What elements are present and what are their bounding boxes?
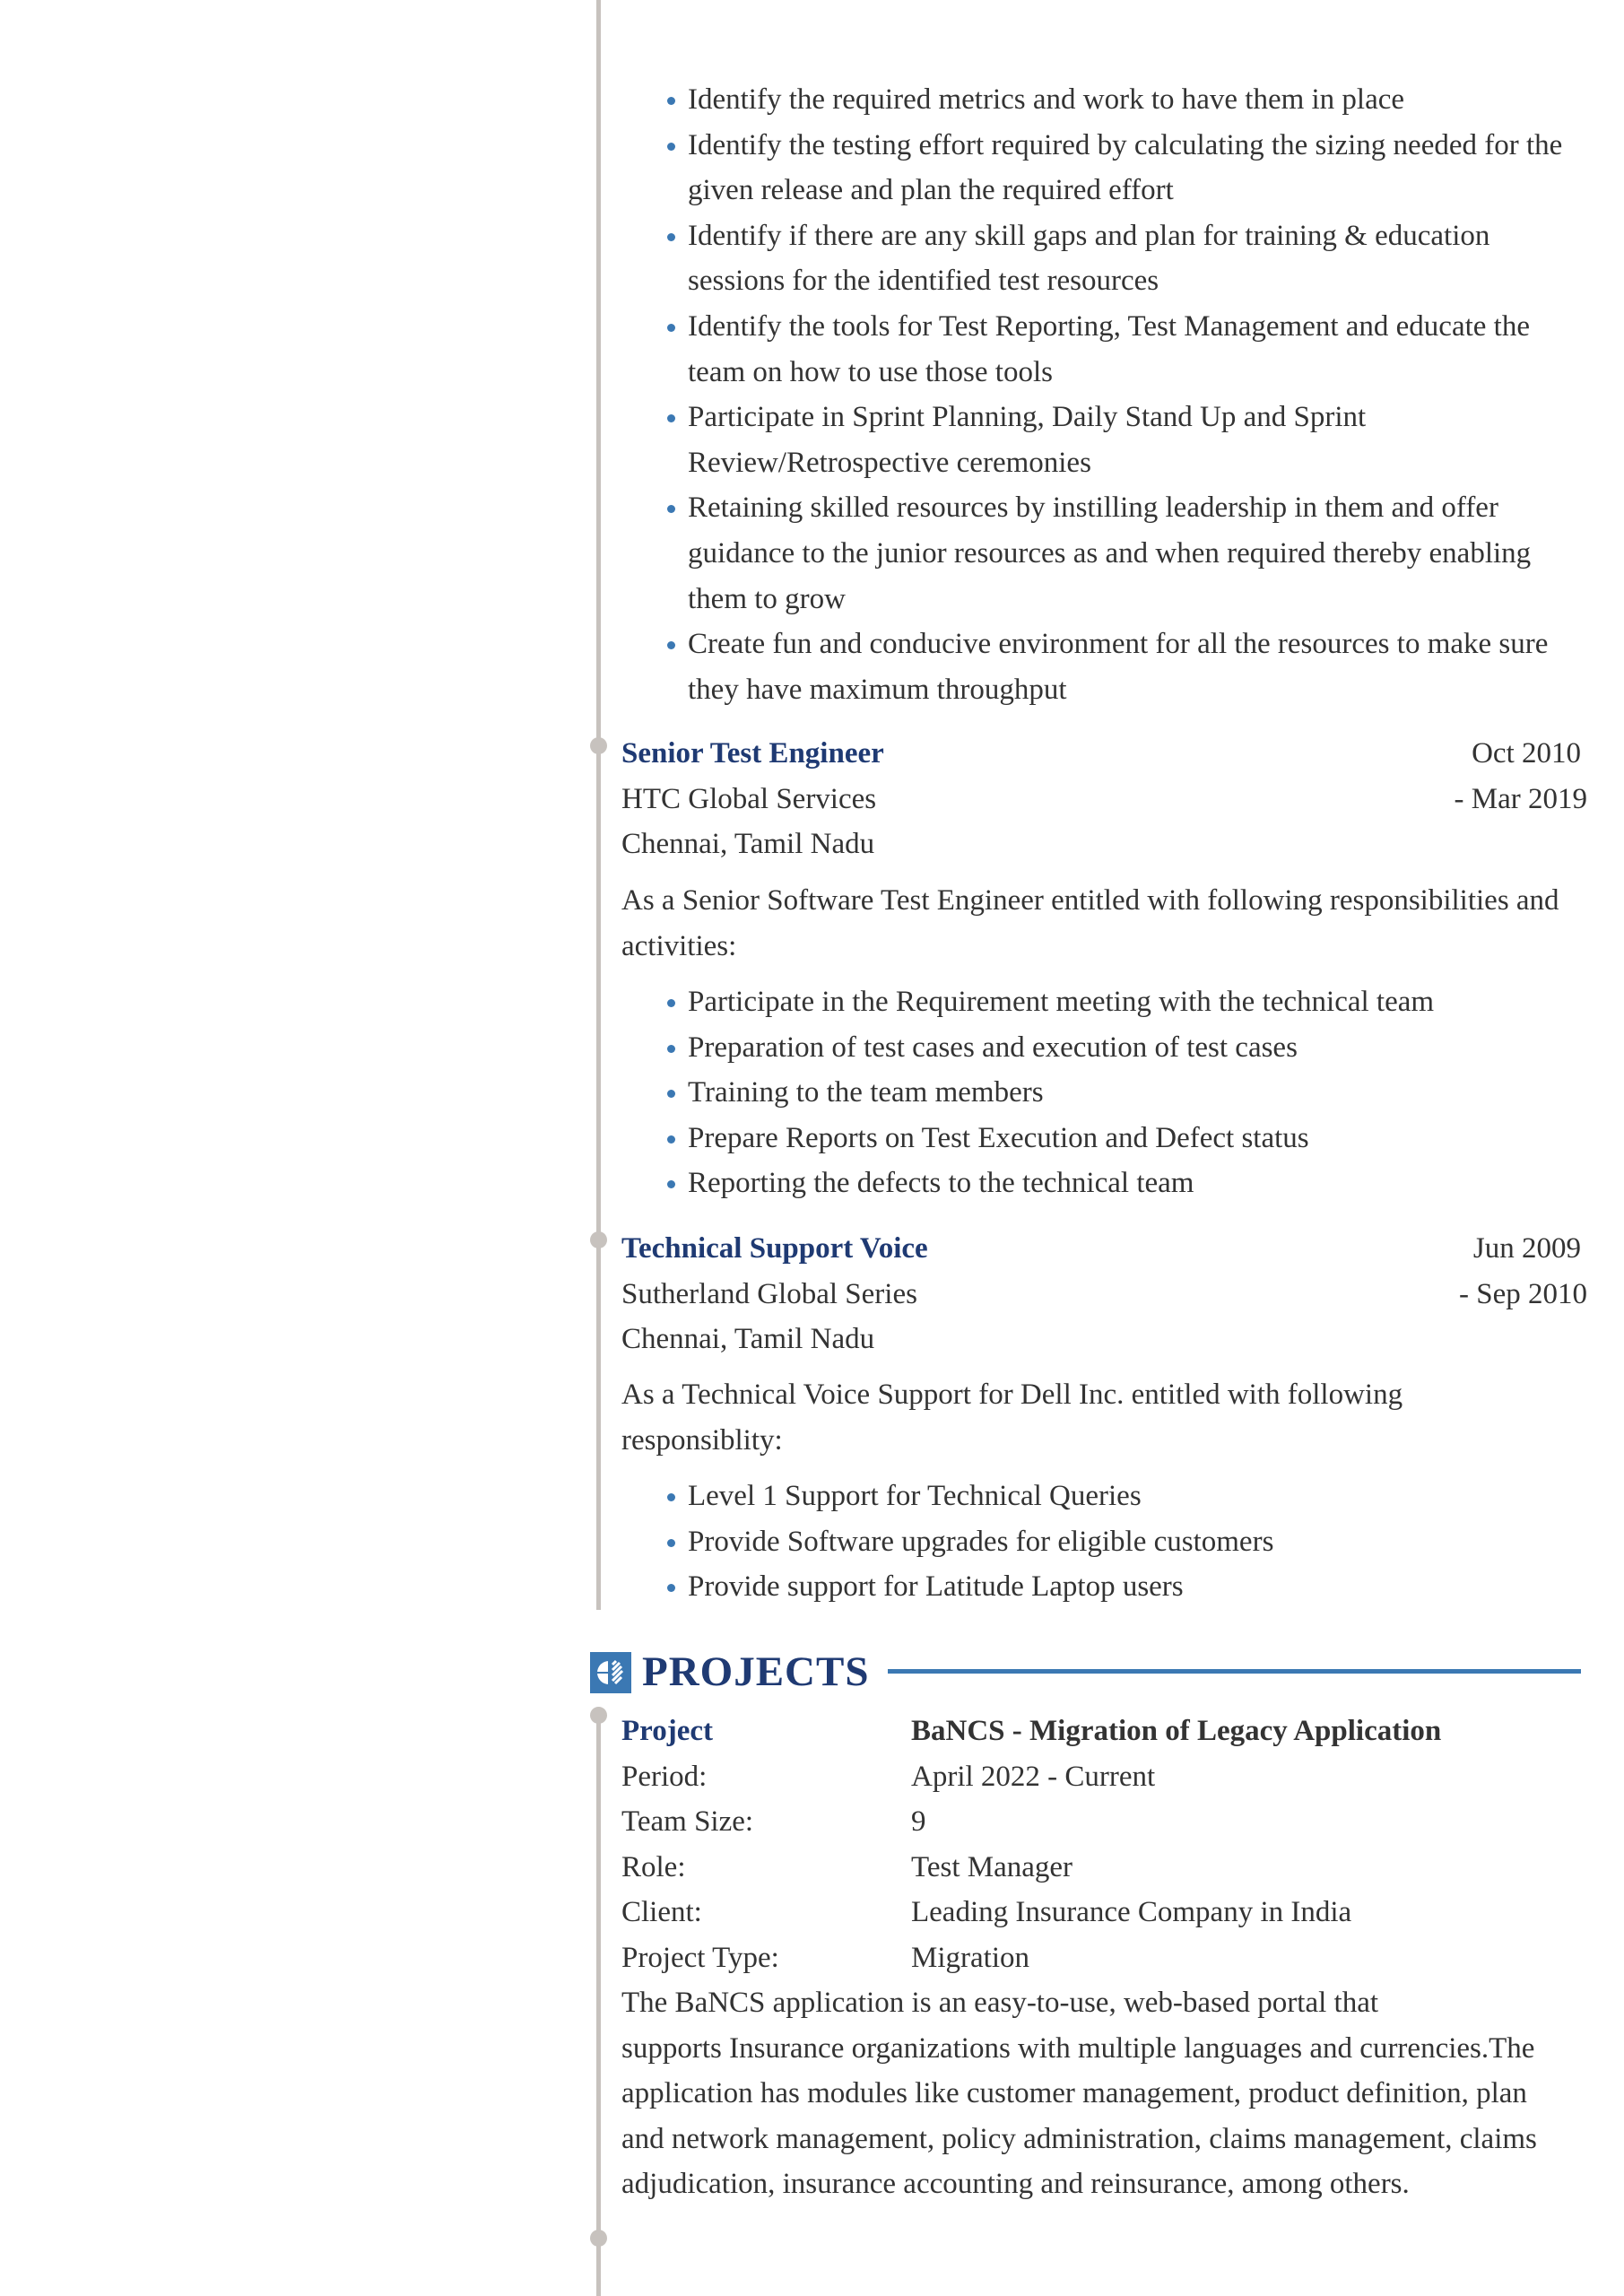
- bullet-item: Prepare Reports on Test Execution and Defect status: [667, 1116, 1434, 1161]
- bullet-item: Reporting the defects to the technical team: [667, 1161, 1434, 1206]
- team-size-value: 9: [911, 1805, 926, 1839]
- role-label: Role:: [621, 1850, 686, 1883]
- client-label: Client:: [621, 1896, 702, 1929]
- bullet-icon: [667, 505, 675, 513]
- timeline-dot-job-2: [590, 1231, 607, 1248]
- project-type-label: Project Type:: [621, 1941, 779, 1974]
- project-row-period: [621, 1754, 1441, 1800]
- job-location: Chennai, Tamil Nadu: [621, 1323, 875, 1355]
- job-summary: As a Senior Software Test Engineer entitled with following responsibilities and activities:: [621, 884, 1559, 962]
- job-company: Sutherland Global Series: [621, 1278, 917, 1310]
- section-divider: [888, 1669, 1581, 1674]
- project-type-value: Migration: [911, 1941, 1029, 1974]
- section-heading-projects: PROJECTS: [642, 1648, 870, 1695]
- bullet-item: Level 1 Support for Technical Queries: [667, 1474, 1273, 1519]
- job-title: Technical Support Voice: [621, 1232, 928, 1265]
- project-row-type: [621, 1935, 1441, 1981]
- bullet-icon: [667, 233, 675, 241]
- bullet-item: Participate in Sprint Planning, Daily Stand Up and Sprint Review/Retrospective ceremonies: [667, 395, 1600, 485]
- timeline-dot-project-2: [590, 2230, 607, 2247]
- job-bullets: [667, 1474, 1273, 1610]
- bullet-item: Identify if there are any skill gaps and plan for training & education sessions for the identified test resources: [667, 213, 1600, 304]
- job-title: Senior Test Engineer: [621, 737, 884, 770]
- bullet-item: Create fun and conducive environment for all the resources to make sure they have maximum throughput: [667, 622, 1600, 712]
- pie-chart-icon: [590, 1652, 631, 1693]
- period-value: April 2022 - Current: [911, 1760, 1156, 1793]
- timeline-line-projects: [596, 1715, 601, 2296]
- bullet-icon: [667, 1045, 675, 1053]
- previous-job-bullets: [667, 77, 1600, 712]
- bullet-item: Identify the required metrics and work to have them in place: [667, 77, 1600, 123]
- job-location: Chennai, Tamil Nadu: [621, 828, 875, 860]
- project-entry: [621, 1709, 1441, 1981]
- job-date-end: - Mar 2019: [1454, 783, 1587, 815]
- timeline-line-experience: [596, 0, 601, 1610]
- bullet-icon: [667, 1539, 675, 1547]
- bullet-item: Identify the tools for Test Reporting, Test Management and educate the team on how to use those tools: [667, 304, 1600, 395]
- bullet-icon: [667, 414, 675, 422]
- role-value: Test Manager: [911, 1850, 1073, 1883]
- bullet-icon: [667, 1180, 675, 1188]
- project-row-team-size: [621, 1799, 1441, 1845]
- bullet-icon: [667, 641, 675, 649]
- bullet-item: Retaining skilled resources by instilling leadership in them and offer guidance to the junior resources as and when required thereby enabling them to grow: [667, 485, 1600, 622]
- bullet-item: Provide Software upgrades for eligible customers: [667, 1519, 1273, 1565]
- job-date-start: Jun 2009: [1472, 1232, 1581, 1265]
- bullet-icon: [667, 1584, 675, 1592]
- bullet-item: Preparation of test cases and execution of test cases: [667, 1025, 1434, 1071]
- project-row-client: [621, 1890, 1441, 1935]
- timeline-dot-project-1: [590, 1707, 607, 1724]
- bullet-icon: [667, 143, 675, 151]
- period-label: Period:: [621, 1760, 708, 1793]
- job-date-end: - Sep 2010: [1459, 1278, 1587, 1310]
- bullet-icon: [667, 999, 675, 1007]
- bullet-icon: [667, 324, 675, 332]
- project-description: The BaNCS application is an easy-to-use, web-based portal that supports Insurance organizations with multiple languages and currencies.The application has modules like customer management, product definition, plan and network management, policy administration, claims management, claims adjudication, insurance accounting and reinsurance, among others.: [621, 1987, 1537, 2201]
- bullet-icon: [667, 97, 675, 105]
- job-company: HTC Global Services: [621, 783, 877, 815]
- bullet-item: Training to the team members: [667, 1070, 1434, 1116]
- job-summary: As a Technical Voice Support for Dell Inc. entitled with following responsiblity:: [621, 1378, 1403, 1457]
- team-size-label: Team Size:: [621, 1805, 754, 1839]
- project-row-role: [621, 1845, 1441, 1891]
- bullet-item: Identify the testing effort required by calculating the sizing needed for the given release and plan the required effort: [667, 123, 1600, 213]
- job-bullets: [667, 979, 1434, 1206]
- job-date-start: Oct 2010: [1472, 737, 1581, 770]
- project-name: BaNCS - Migration of Legacy Application: [911, 1715, 1442, 1747]
- bullet-icon: [667, 1090, 675, 1098]
- bullet-icon: [667, 1135, 675, 1144]
- bullet-item: Participate in the Requirement meeting with the technical team: [667, 979, 1434, 1025]
- project-row-name: [621, 1709, 1441, 1754]
- bullet-icon: [667, 1493, 675, 1501]
- project-label: Project: [621, 1715, 713, 1747]
- client-value: Leading Insurance Company in India: [911, 1896, 1352, 1929]
- bullet-item: Provide support for Latitude Laptop users: [667, 1564, 1273, 1610]
- timeline-dot-job-1: [590, 737, 607, 754]
